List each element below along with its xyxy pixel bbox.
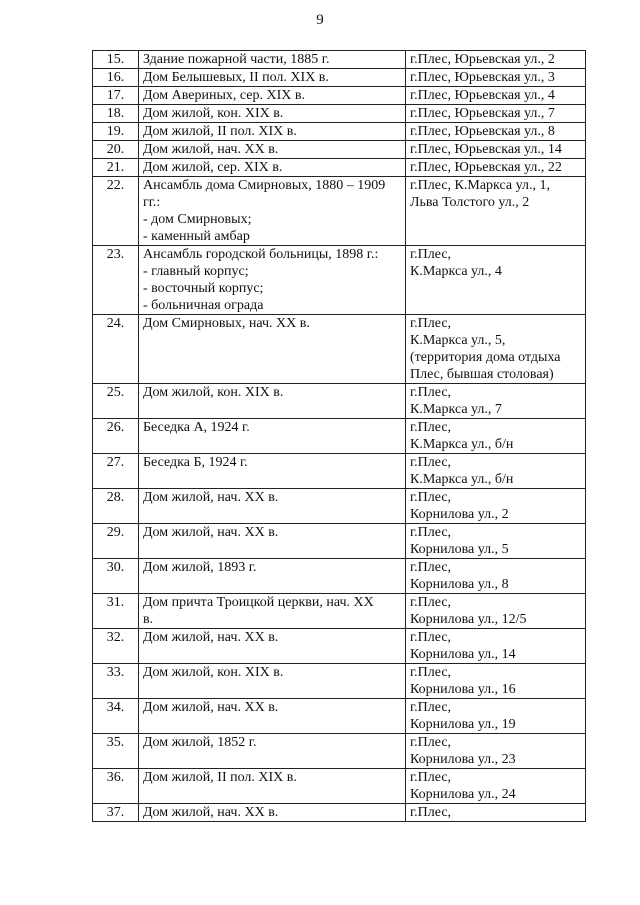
row-number: 29. <box>93 524 139 559</box>
object-name: Дом жилой, кон. XIX в. <box>139 664 406 699</box>
table-row <box>93 524 586 559</box>
object-name: Дом жилой, кон. XIX в. <box>139 105 406 123</box>
object-address: г.Плес, Юрьевская ул., 8 <box>406 123 586 141</box>
table-row <box>93 177 586 246</box>
table-row <box>93 419 586 454</box>
object-name: Дом жилой, сер. XIX в. <box>139 159 406 177</box>
table-row <box>93 454 586 489</box>
object-address: г.Плес, Корнилова ул., 19 <box>406 699 586 734</box>
object-name: Дом жилой, нач. XX в. <box>139 141 406 159</box>
object-address: г.Плес, Корнилова ул., 5 <box>406 524 586 559</box>
object-address: г.Плес, К.Маркса ул., 5, (территория дома отдыха Плес, бывшая столовая) <box>406 315 586 384</box>
object-address: г.Плес, Корнилова ул., 16 <box>406 664 586 699</box>
object-name: Дом жилой, 1852 г. <box>139 734 406 769</box>
object-address: г.Плес, К.Маркса ул., 1, Льва Толстого ул., 2 <box>406 177 586 246</box>
object-name: Беседка А, 1924 г. <box>139 419 406 454</box>
object-address: г.Плес, К.Маркса ул., 7 <box>406 384 586 419</box>
table-row <box>93 69 586 87</box>
table-row <box>93 734 586 769</box>
table-row <box>93 559 586 594</box>
row-number: 23. <box>93 246 139 315</box>
object-name: Дом Авериных, сер. XIX в. <box>139 87 406 105</box>
row-number: 36. <box>93 769 139 804</box>
row-number: 24. <box>93 315 139 384</box>
table-row <box>93 159 586 177</box>
object-name: Дом жилой, нач. XX в. <box>139 489 406 524</box>
object-name: Дом жилой, кон. XIX в. <box>139 384 406 419</box>
row-number: 31. <box>93 594 139 629</box>
row-number: 35. <box>93 734 139 769</box>
object-address: г.Плес, Корнилова ул., 14 <box>406 629 586 664</box>
object-address: г.Плес, Корнилова ул., 24 <box>406 769 586 804</box>
object-name: Дом жилой, II пол. XIX в. <box>139 769 406 804</box>
heritage-objects-table <box>92 50 586 822</box>
object-name: Дом жилой, II пол. XIX в. <box>139 123 406 141</box>
row-number: 22. <box>93 177 139 246</box>
row-number: 19. <box>93 123 139 141</box>
object-name: Дом Белышевых, II пол. XIX в. <box>139 69 406 87</box>
table-row <box>93 141 586 159</box>
table-row <box>93 87 586 105</box>
object-name: Дом жилой, 1893 г. <box>139 559 406 594</box>
row-number: 16. <box>93 69 139 87</box>
object-address: г.Плес, Юрьевская ул., 22 <box>406 159 586 177</box>
object-name: Дом жилой, нач. XX в. <box>139 804 406 822</box>
object-name: Дом Смирновых, нач. XX в. <box>139 315 406 384</box>
table-body <box>93 51 586 822</box>
row-number: 18. <box>93 105 139 123</box>
table-row <box>93 699 586 734</box>
object-address: г.Плес, К.Маркса ул., б/н <box>406 419 586 454</box>
table-row <box>93 315 586 384</box>
object-address: г.Плес, Юрьевская ул., 4 <box>406 87 586 105</box>
row-number: 28. <box>93 489 139 524</box>
object-address: г.Плес, <box>406 804 586 822</box>
table-row <box>93 384 586 419</box>
table-row <box>93 489 586 524</box>
row-number: 32. <box>93 629 139 664</box>
object-name: Дом жилой, нач. XX в. <box>139 699 406 734</box>
table-row <box>93 123 586 141</box>
table-row <box>93 664 586 699</box>
object-address: г.Плес, К.Маркса ул., 4 <box>406 246 586 315</box>
object-name: Здание пожарной части, 1885 г. <box>139 51 406 69</box>
object-address: г.Плес, Корнилова ул., 8 <box>406 559 586 594</box>
table-row <box>93 105 586 123</box>
row-number: 33. <box>93 664 139 699</box>
object-name: Дом жилой, нач. XX в. <box>139 629 406 664</box>
table-row <box>93 246 586 315</box>
object-name: Ансамбль городской больницы, 1898 г.: - главный корпус; - восточный корпус; - больничная ограда <box>139 246 406 315</box>
row-number: 37. <box>93 804 139 822</box>
object-address: г.Плес, Корнилова ул., 2 <box>406 489 586 524</box>
object-address: г.Плес, Юрьевская ул., 2 <box>406 51 586 69</box>
row-number: 27. <box>93 454 139 489</box>
table-row <box>93 629 586 664</box>
table-row <box>93 594 586 629</box>
row-number: 26. <box>93 419 139 454</box>
object-name: Дом жилой, нач. XX в. <box>139 524 406 559</box>
row-number: 15. <box>93 51 139 69</box>
object-address: г.Плес, К.Маркса ул., б/н <box>406 454 586 489</box>
object-address: г.Плес, Юрьевская ул., 14 <box>406 141 586 159</box>
row-number: 17. <box>93 87 139 105</box>
object-address: г.Плес, Корнилова ул., 23 <box>406 734 586 769</box>
table-row <box>93 769 586 804</box>
page-number: 9 <box>316 12 324 28</box>
object-name: Ансамбль дома Смирновых, 1880 – 1909 гг.: - дом Смирновых; - каменный амбар <box>139 177 406 246</box>
object-address: г.Плес, Юрьевская ул., 3 <box>406 69 586 87</box>
row-number: 25. <box>93 384 139 419</box>
object-address: г.Плес, Корнилова ул., 12/5 <box>406 594 586 629</box>
row-number: 21. <box>93 159 139 177</box>
table-row <box>93 51 586 69</box>
row-number: 34. <box>93 699 139 734</box>
object-name: Беседка Б, 1924 г. <box>139 454 406 489</box>
table-row <box>93 804 586 822</box>
row-number: 20. <box>93 141 139 159</box>
object-name: Дом причта Троицкой церкви, нач. XX в. <box>139 594 406 629</box>
object-address: г.Плес, Юрьевская ул., 7 <box>406 105 586 123</box>
row-number: 30. <box>93 559 139 594</box>
